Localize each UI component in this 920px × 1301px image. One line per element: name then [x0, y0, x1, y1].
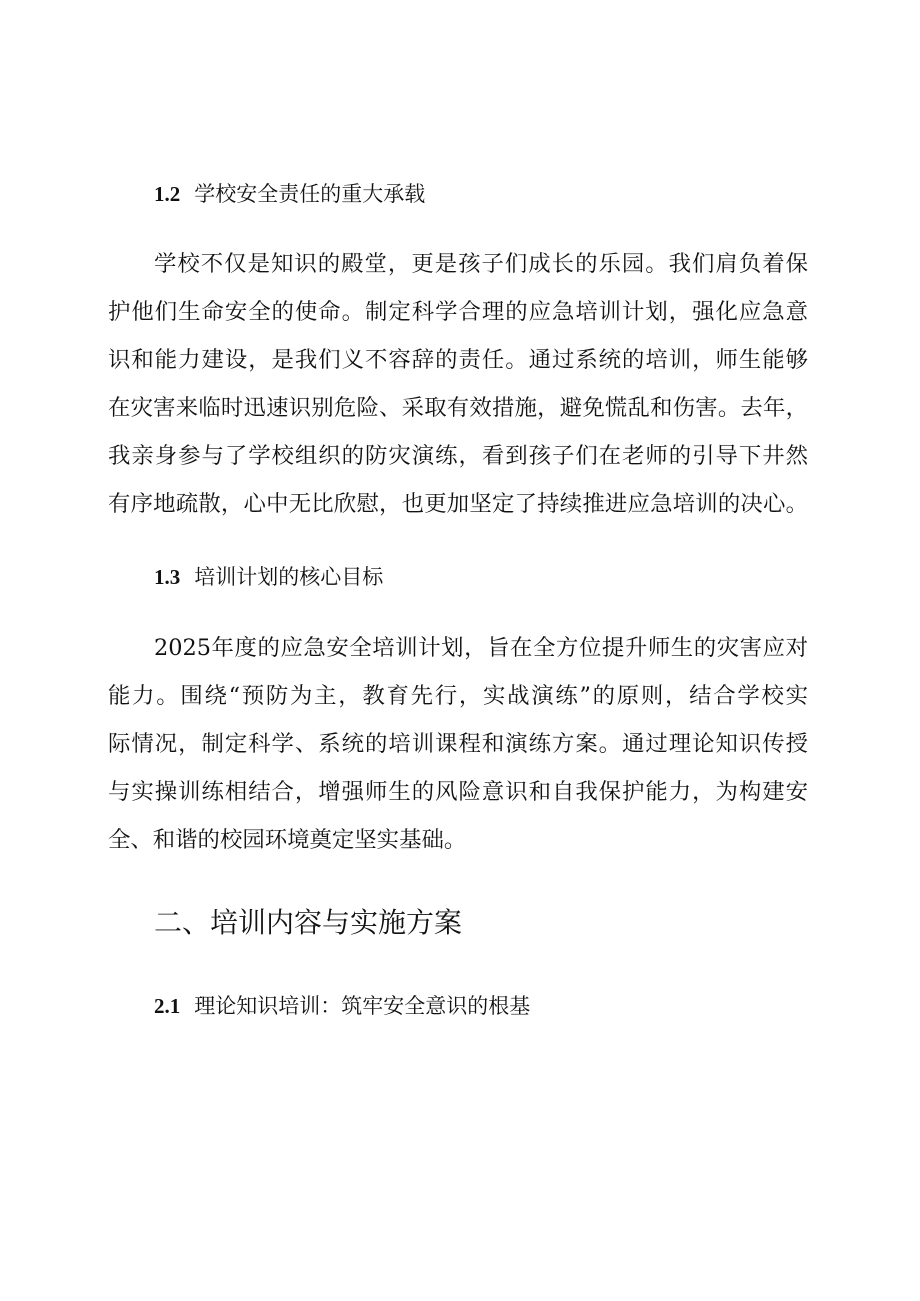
section-heading-1-3	[154, 563, 383, 591]
paragraph-line: 护他们生命安全的使命。制定科学合理的应急培训计划，强化应急意	[108, 299, 808, 325]
paragraph-line: 2025年度的应急安全培训计划，旨在全方位提升师生的灾害应对	[154, 635, 808, 661]
section-number: 1.2	[154, 182, 181, 206]
section-heading-1-2	[154, 180, 425, 208]
section-number: 1.3	[154, 565, 181, 589]
paragraph-line: 识和能力建设，是我们义不容辞的责任。通过系统的培训，师生能够	[108, 347, 808, 373]
chapter-heading-2: 二、培训内容与实施方案	[154, 906, 463, 939]
section-heading-2-1	[154, 992, 530, 1020]
paragraph-line: 在灾害来临时迅速识别危险、采取有效措施，避免慌乱和伤害。去年，	[108, 395, 808, 421]
paragraph-line: 全、和谐的校园环境奠定坚实基础。	[108, 827, 467, 853]
section-title: 培训计划的核心目标	[194, 565, 384, 589]
paragraph-line: 我亲身参与了学校组织的防灾演练，看到孩子们在老师的引导下井然	[108, 443, 808, 469]
paragraph-line: 际情况，制定科学、系统的培训课程和演练方案。通过理论知识传授	[108, 731, 808, 757]
paragraph-line: 能力。围绕“预防为主，教育先行，实战演练”的原则，结合学校实	[108, 683, 808, 709]
section-number: 2.1	[154, 994, 181, 1018]
paragraph-line: 学校不仅是知识的殿堂，更是孩子们成长的乐园。我们肩负着保	[154, 251, 808, 277]
paragraph-line: 与实操训练相结合，增强师生的风险意识和自我保护能力，为构建安	[108, 779, 808, 805]
section-title: 理论知识培训：筑牢安全意识的根基	[194, 994, 531, 1018]
section-title: 学校安全责任的重大承载	[194, 182, 426, 206]
paragraph-1-3	[108, 624, 808, 864]
paragraph-line: 有序地疏散，心中无比欣慰，也更加坚定了持续推进应急培训的决心。	[108, 491, 808, 517]
paragraph-1-2	[108, 240, 808, 528]
